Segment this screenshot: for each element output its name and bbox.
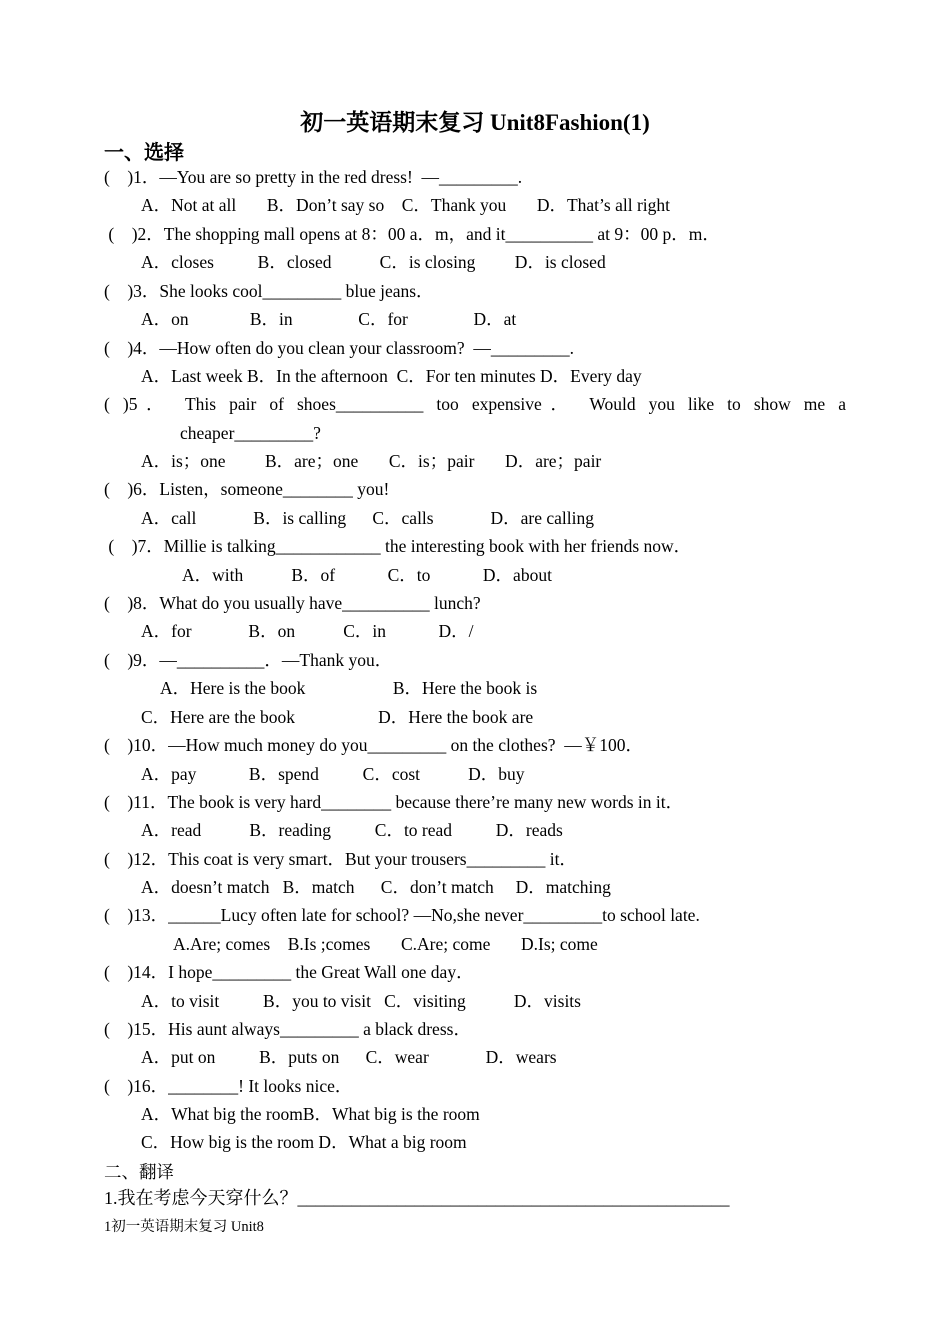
question-11: ( )11．The book is very hard________ because there’re many new words in it． [104, 792, 684, 812]
question-3-options: A．on B．in C．for D．at [141, 309, 517, 329]
question-16-options-c-d: C．How big is the room D．What a big room [141, 1132, 467, 1152]
question-12-options: A．doesn’t match B．match C．don’t match D．matching [141, 877, 611, 897]
question-9: ( )9．—__________．—Thank you． [104, 650, 393, 670]
translation-item-1: 1.我在考虑今天穿什么？________________________________________________ [104, 1188, 730, 1208]
page-title: 初一英语期末复习 Unit8Fashion(1) [300, 110, 650, 135]
question-7-options: A．with B．of C．to D．about [182, 565, 552, 585]
question-5-options: A．is；one B．are；one C．is；pair D．are；pair [141, 451, 602, 471]
page-footer: 1初一英语期末复习 Unit8 [104, 1219, 264, 1235]
question-4: ( )4．—How often do you clean your classroom? —_________. [104, 338, 574, 358]
question-8-options: A．for B．on C．in D．/ [141, 621, 474, 641]
question-14: ( )14．I hope_________ the Great Wall one day． [104, 962, 474, 982]
question-6: ( )6．Listen，someone________ you! [104, 479, 390, 499]
question-7: ( )7．Millie is talking____________ the interesting book with her friends now． [104, 536, 692, 556]
question-9-options-a-b: A．Here is the book B．Here the book is [160, 678, 538, 698]
question-5: ( )5． This pair of shoes__________ too expensive． Would you like to show me a [104, 394, 846, 414]
question-1: ( )1．—You are so pretty in the red dress! —_________. [104, 167, 523, 187]
question-16: ( )16．________! It looks nice． [104, 1076, 353, 1096]
question-13-options: A.Are; comes B.Is ;comes C.Are; come D.Is; come [173, 934, 598, 954]
question-8: ( )8．What do you usually have__________ lunch? [104, 593, 481, 613]
question-11-options: A．read B．reading C．to read D．reads [141, 820, 563, 840]
question-4-options: A．Last week B．In the afternoon C．For ten minutes D．Every day [141, 366, 642, 386]
section-heading-choice: 一、选择 [104, 142, 184, 164]
question-13: ( )13．______Lucy often late for school? —No,she never_________to school late. [104, 905, 700, 925]
question-10: ( )10．—How much money do you_________ on the clothes? —￥100． [104, 735, 644, 755]
question-2-options: A．closes B．closed C．is closing D．is closed [141, 252, 606, 272]
question-5-continued: cheaper_________? [180, 423, 321, 443]
question-6-options: A．call B．is calling C．calls D．are calling [141, 508, 594, 528]
question-16-options-a-b: A．What big the roomB．What big is the room [141, 1104, 480, 1124]
question-10-options: A．pay B．spend C．cost D．buy [141, 764, 525, 784]
question-14-options: A．to visit B．you to visit C．visiting D．visits [141, 991, 581, 1011]
section-heading-translation: 二、翻译 [104, 1162, 174, 1182]
question-2: ( )2．The shopping mall opens at 8：00 a．m，and it__________ at 9：00 p．m． [104, 224, 720, 244]
question-3: ( )3．She looks cool_________ blue jeans． [104, 281, 434, 301]
question-12: ( )12．This coat is very smart．But your trousers_________ it． [104, 849, 577, 869]
question-1-options: A．Not at all B．Don’t say so C．Thank you D．That’s all right [141, 195, 671, 215]
question-15: ( )15．His aunt always_________ a black dress． [104, 1019, 471, 1039]
question-15-options: A．put on B．puts on C．wear D．wears [141, 1047, 557, 1067]
question-9-options-c-d: C．Here are the book D．Here the book are [141, 707, 534, 727]
